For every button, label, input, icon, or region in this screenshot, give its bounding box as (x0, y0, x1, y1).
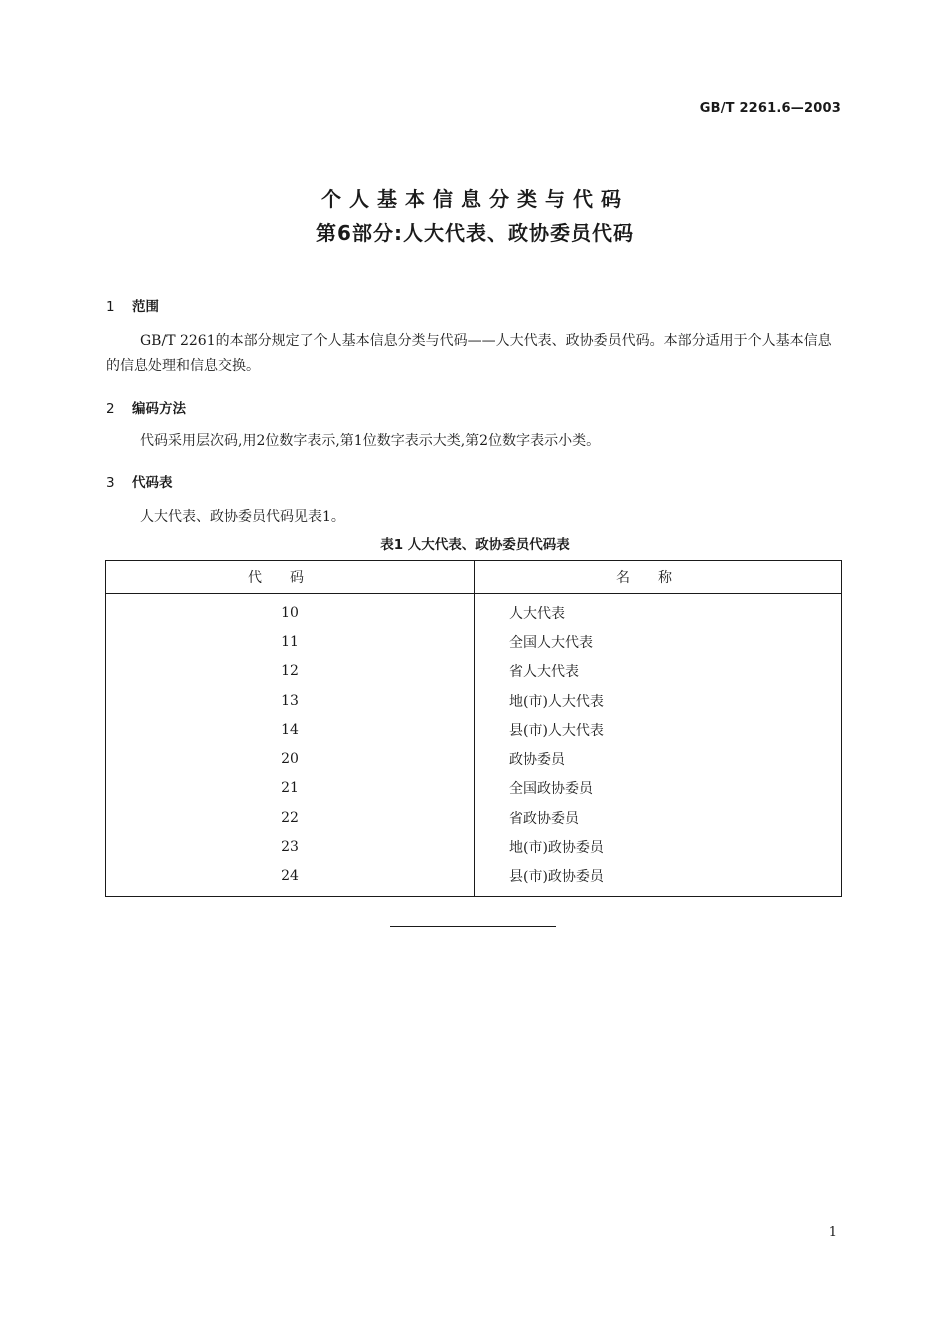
section-heading-code-table (106, 471, 173, 491)
header-code: 代码 (106, 561, 475, 594)
section-paragraph-code-table: 人大代表、政协委员代码见表1。 (140, 509, 345, 525)
section-number: 1 (106, 299, 115, 315)
table-header-row (106, 561, 842, 594)
name-cell: 全国人大代表 (475, 627, 842, 656)
table-row (106, 832, 842, 861)
code-cell: 12 (281, 663, 299, 680)
table-row (106, 657, 842, 686)
code-cell: 11 (281, 633, 299, 650)
standard-code: GB/T 2261.6—2003 (699, 101, 841, 116)
code-cell: 23 (281, 839, 299, 856)
end-divider (390, 926, 556, 927)
table-row (106, 862, 842, 897)
table-caption: 表1 人大代表、政协委员代码表 (380, 537, 570, 553)
name-cell: 地(市)人大代表 (475, 686, 842, 715)
section-title: 范围 (132, 299, 159, 315)
table-row (106, 627, 842, 656)
table-row (106, 715, 842, 744)
name-cell: 县(市)政协委员 (475, 862, 842, 897)
table-row (106, 594, 842, 628)
code-cell: 21 (281, 780, 299, 797)
name-cell: 全国政协委员 (475, 774, 842, 803)
table-row (106, 686, 842, 715)
section-paragraph-scope: GB/T 2261的本部分规定了个人基本信息分类与代码——人大代表、政协委员代码。本部分适用于个人基本信息的信息处理和信息交换。 (106, 333, 832, 374)
code-cell: 14 (281, 721, 299, 738)
table-row (106, 774, 842, 803)
code-cell: 13 (281, 692, 299, 709)
document-subtitle: 第6部分:人大代表、政协委员代码 (316, 221, 634, 245)
document-title: 个人基本信息分类与代码 (321, 187, 629, 211)
table-row (106, 803, 842, 832)
section-title: 编码方法 (132, 401, 186, 417)
code-cell: 24 (281, 868, 299, 885)
section-number: 2 (106, 401, 115, 417)
code-cell: 20 (281, 751, 299, 768)
section-number: 3 (106, 475, 115, 491)
name-cell: 地(市)政协委员 (475, 832, 842, 861)
name-cell: 省人大代表 (475, 657, 842, 686)
page-number: 1 (828, 1225, 837, 1240)
name-cell: 省政协委员 (475, 803, 842, 832)
section-title: 代码表 (132, 475, 173, 491)
code-table (105, 560, 842, 897)
code-cell: 10 (281, 604, 299, 621)
header-name: 名称 (475, 561, 842, 594)
code-cell: 22 (281, 809, 299, 826)
name-cell: 政协委员 (475, 744, 842, 773)
name-cell: 人大代表 (475, 594, 842, 628)
section-heading-scope (106, 295, 159, 315)
section-paragraph-coding-method: 代码采用层次码,用2位数字表示,第1位数字表示大类,第2位数字表示小类。 (140, 433, 601, 449)
section-heading-coding-method (106, 397, 186, 417)
table-row (106, 744, 842, 773)
name-cell: 县(市)人大代表 (475, 715, 842, 744)
